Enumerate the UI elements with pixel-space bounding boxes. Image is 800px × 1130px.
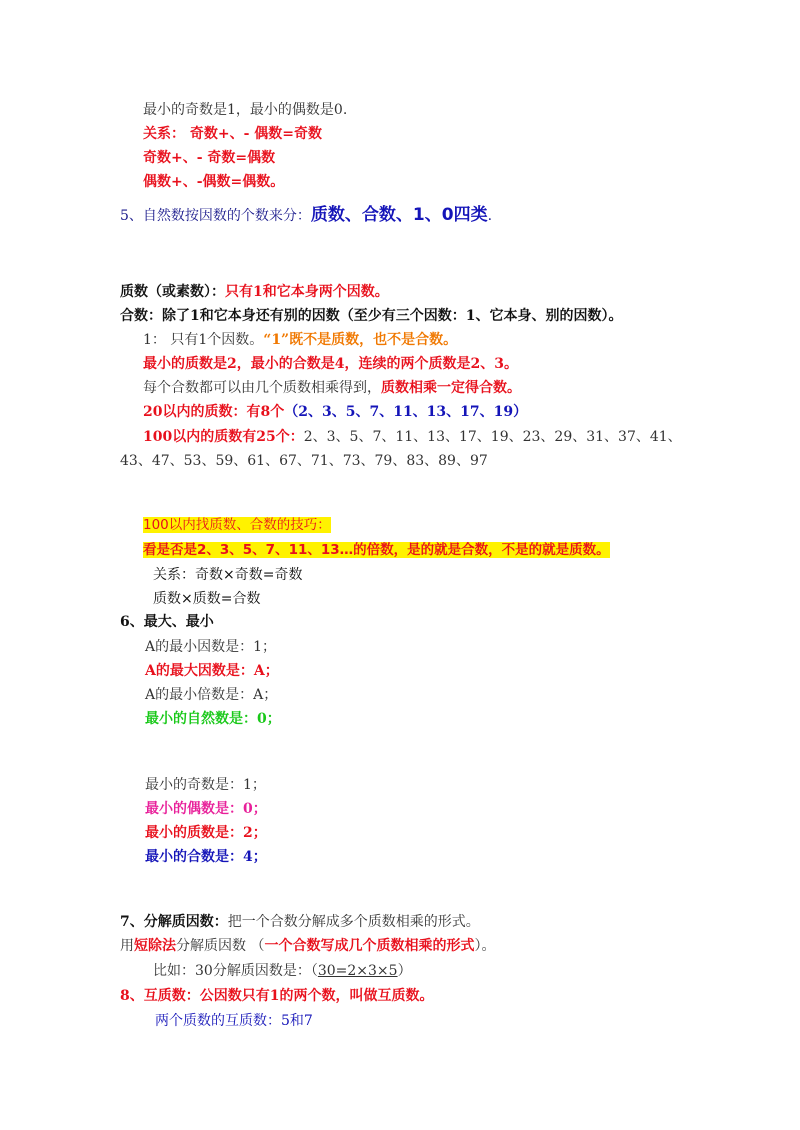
text-line: 最小的合数是：4； — [145, 849, 267, 865]
section-7-heading — [120, 912, 480, 932]
text-line: A的最小倍数是：A； — [145, 687, 278, 703]
text-span: （2、3、5、7、11、13、17、19） — [284, 404, 528, 420]
text-line: 两个质数的互质数：5和7 — [155, 1013, 313, 1029]
text-span: 30=2×3×5 — [317, 963, 398, 979]
text-line — [153, 961, 412, 981]
text-line — [120, 282, 389, 302]
text-span: . — [487, 208, 493, 224]
text-line: 偶数+、-偶数=偶数。 — [143, 174, 285, 190]
text-line: 43、47、53、59、61、67、71、73、79、83、89、97 — [120, 453, 488, 469]
text-span: 质数相乘一定得合数。 — [381, 380, 521, 396]
text-span: ）。 — [474, 938, 496, 954]
text-line: A的最大因数是：A； — [145, 663, 279, 679]
text-span: “1”既不是质数，也不是合数。 — [263, 332, 458, 348]
text-line — [143, 427, 682, 447]
text-span: 只有1和它本身两个因数。 — [225, 284, 389, 300]
text-span: 用 — [120, 938, 134, 954]
text-line — [143, 330, 457, 350]
tip-body — [143, 540, 610, 560]
text-span: 质数、合数、1、0四类 — [310, 205, 488, 225]
text-line: 最小的奇数是：1； — [145, 777, 266, 793]
text-span: 5、自然数按因数的个数来分： — [120, 208, 311, 224]
text-line — [143, 402, 527, 422]
text-span: 质数（或素数）： — [120, 284, 225, 300]
text-span: 把一个合数分解成多个质数相乘的形式。 — [227, 914, 480, 930]
text-span: 每个合数都可以由几个质数相乘得到， — [143, 380, 381, 396]
text-line: A的最小因数是：1； — [145, 639, 277, 655]
text-line — [143, 378, 521, 398]
text-span: 20以内的质数：有8个 — [143, 404, 285, 420]
text-line: 奇数+、- 奇数=偶数 — [143, 150, 276, 166]
text-line: 质数×质数=合数 — [153, 591, 261, 607]
section-5-heading — [120, 205, 492, 226]
text-span: 比如：30分解质因数是：（ — [153, 963, 318, 979]
section-8-heading: 8、互质数：公因数只有1的两个数，叫做互质数。 — [120, 988, 434, 1004]
tip-title — [143, 515, 331, 535]
text-line: 最小的奇数是1，最小的偶数是0. — [143, 102, 348, 118]
section-6-heading: 6、最大、最小 — [120, 614, 214, 630]
text-span: 短除法 — [134, 938, 176, 954]
text-line: 关系：奇数×奇数=奇数 — [153, 567, 303, 583]
text-span: 100以内的质数有25个： — [143, 429, 304, 445]
text-line: 关系： 奇数+、- 偶数=奇数 — [143, 126, 323, 142]
text-span: ） — [397, 963, 412, 979]
text-line: 最小的质数是：2； — [145, 825, 267, 841]
text-span: 7、分解质因数： — [120, 914, 228, 930]
text-line: 合数：除了1和它本身还有别的因数（至少有三个因数：1、它本身、别的因数）。 — [120, 308, 623, 324]
text-span: 1： 只有1个因数。 — [143, 332, 264, 348]
text-span: 分解质因数 （ — [176, 938, 265, 954]
text-span: 2、3、5、7、11、13、17、19、23、29、31、37、41、 — [303, 429, 682, 445]
text-line: 最小的自然数是：0； — [145, 711, 281, 727]
text-span: 看是否是2、3、5、7、11、13…的倍数，是的就是合数，不是的就是质数。 — [143, 542, 610, 558]
text-span: 一个合数写成几个质数相乘的形式 — [264, 938, 475, 954]
text-span: 100以内找质数、合数的技巧： — [143, 517, 331, 533]
text-line: 最小的偶数是：0； — [145, 801, 267, 817]
text-line: 最小的质数是2，最小的合数是4，连续的两个质数是2、3。 — [143, 356, 518, 372]
text-line — [120, 936, 495, 956]
